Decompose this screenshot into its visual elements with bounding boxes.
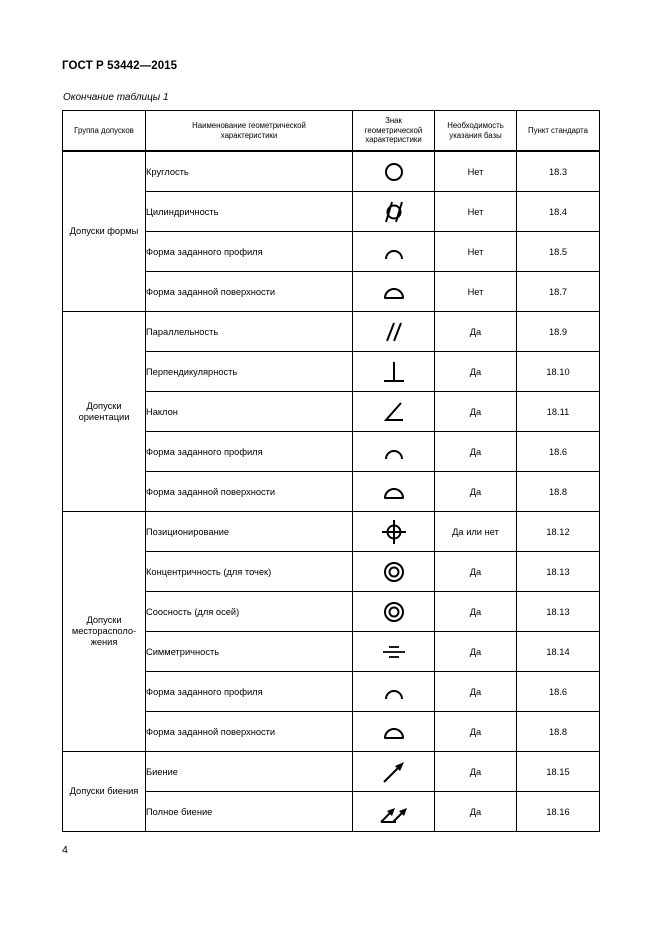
standard-clause: 18.13 (517, 552, 600, 592)
base-required: Да (435, 472, 517, 512)
characteristic-name: Симметричность (146, 632, 353, 672)
table-row (63, 151, 600, 192)
table-row (63, 312, 600, 352)
cylindricity-icon (381, 199, 407, 225)
table-header-row (63, 111, 600, 152)
base-required: Да или нет (435, 512, 517, 552)
characteristic-symbol (353, 512, 435, 552)
characteristic-name: Форма заданного профиля (146, 232, 353, 272)
characteristic-symbol (353, 432, 435, 472)
characteristic-name: Цилиндричность (146, 192, 353, 232)
characteristic-symbol (353, 552, 435, 592)
profile-line-icon (381, 239, 407, 265)
base-required: Да (435, 392, 517, 432)
base-required: Да (435, 592, 517, 632)
circle-icon (381, 159, 407, 185)
standard-clause: 18.13 (517, 592, 600, 632)
base-required: Да (435, 712, 517, 752)
characteristic-name: Позиционирование (146, 512, 353, 552)
standard-clause: 18.6 (517, 432, 600, 472)
base-required: Да (435, 432, 517, 472)
header-base: Необходимость указания базы (435, 111, 517, 152)
characteristic-symbol (353, 712, 435, 752)
profile-surface-icon (381, 719, 407, 745)
angularity-icon (381, 399, 407, 425)
concentricity-icon (381, 559, 407, 585)
characteristic-symbol (353, 312, 435, 352)
document-header: ГОСТ Р 53442—2015 (62, 60, 178, 72)
standard-clause: 18.15 (517, 752, 600, 792)
characteristic-symbol (353, 392, 435, 432)
standard-clause: 18.12 (517, 512, 600, 552)
header-symbol: Знак геометрической характеристики (353, 111, 435, 152)
group-label: Допуски формы (63, 151, 146, 312)
standard-clause: 18.4 (517, 192, 600, 232)
base-required: Да (435, 752, 517, 792)
base-required: Да (435, 632, 517, 672)
standard-clause: 18.5 (517, 232, 600, 272)
characteristic-name: Концентричность (для точек) (146, 552, 353, 592)
standard-clause: 18.3 (517, 151, 600, 192)
profile-surface-icon (381, 479, 407, 505)
characteristic-name: Соосность (для осей) (146, 592, 353, 632)
perpendicularity-icon (381, 359, 407, 385)
characteristic-symbol (353, 752, 435, 792)
characteristic-symbol (353, 151, 435, 192)
header-name: Наименование геометрической характеристики (146, 111, 353, 152)
characteristic-name: Наклон (146, 392, 353, 432)
standard-clause: 18.8 (517, 472, 600, 512)
base-required: Нет (435, 151, 517, 192)
standard-clause: 18.14 (517, 632, 600, 672)
characteristic-symbol (353, 792, 435, 832)
base-required: Нет (435, 192, 517, 232)
characteristic-name: Форма заданного профиля (146, 672, 353, 712)
tolerance-table (62, 110, 600, 832)
base-required: Да (435, 352, 517, 392)
characteristic-name: Перпендикулярность (146, 352, 353, 392)
table-row (63, 512, 600, 552)
parallelism-icon (381, 319, 407, 345)
total-runout-icon (378, 799, 410, 825)
concentricity-icon (381, 599, 407, 625)
characteristic-name: Форма заданного профиля (146, 432, 353, 472)
table-caption: Окончание таблицы 1 (63, 92, 169, 103)
standard-clause: 18.9 (517, 312, 600, 352)
profile-line-icon (381, 679, 407, 705)
header-group: Группа допусков (63, 111, 146, 152)
standard-clause: 18.8 (517, 712, 600, 752)
base-required: Да (435, 552, 517, 592)
characteristic-symbol (353, 352, 435, 392)
characteristic-name: Параллельность (146, 312, 353, 352)
base-required: Да (435, 792, 517, 832)
standard-clause: 18.6 (517, 672, 600, 712)
profile-surface-icon (381, 279, 407, 305)
symmetry-icon (381, 639, 407, 665)
characteristic-name: Форма заданной поверхности (146, 472, 353, 512)
standard-clause: 18.7 (517, 272, 600, 312)
page-number: 4 (62, 844, 68, 856)
standard-clause: 18.16 (517, 792, 600, 832)
characteristic-symbol (353, 272, 435, 312)
header-clause: Пункт стандарта (517, 111, 600, 152)
circular-runout-icon (381, 759, 407, 785)
group-label: Допуски биения (63, 752, 146, 832)
characteristic-symbol (353, 232, 435, 272)
base-required: Да (435, 312, 517, 352)
position-icon (381, 519, 407, 545)
characteristic-symbol (353, 672, 435, 712)
characteristic-name: Форма заданной поверхности (146, 272, 353, 312)
characteristic-symbol (353, 592, 435, 632)
profile-line-icon (381, 439, 407, 465)
base-required: Да (435, 672, 517, 712)
characteristic-name: Полное биение (146, 792, 353, 832)
standard-clause: 18.11 (517, 392, 600, 432)
table-body (63, 151, 600, 832)
group-label: Допуски ориентации (63, 312, 146, 512)
characteristic-symbol (353, 192, 435, 232)
base-required: Нет (435, 232, 517, 272)
characteristic-symbol (353, 472, 435, 512)
group-label: Допуски месторасполо-жения (63, 512, 146, 752)
characteristic-name: Биение (146, 752, 353, 792)
characteristic-symbol (353, 632, 435, 672)
table-row (63, 752, 600, 792)
characteristic-name: Форма заданной поверхности (146, 712, 353, 752)
standard-clause: 18.10 (517, 352, 600, 392)
base-required: Нет (435, 272, 517, 312)
characteristic-name: Круглость (146, 151, 353, 192)
